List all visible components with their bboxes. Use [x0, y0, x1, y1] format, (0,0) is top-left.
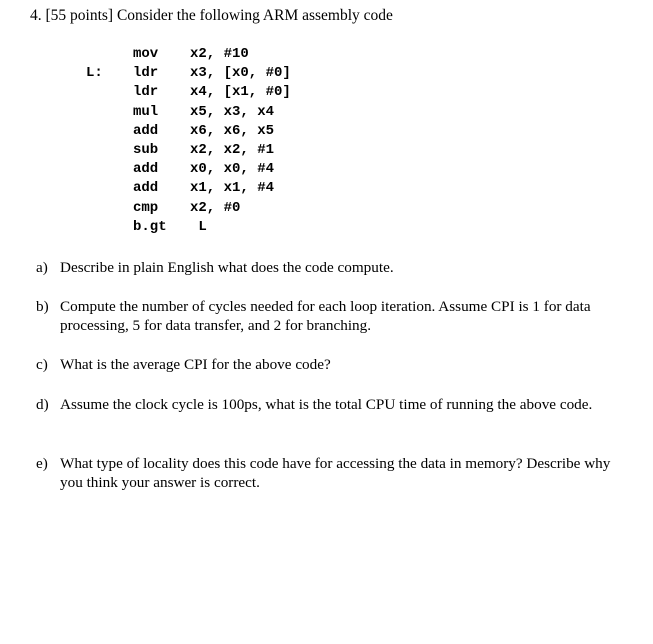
- code-opcode: b.gt: [133, 218, 167, 235]
- question-d: [36, 395, 626, 414]
- code-opcode: add: [133, 122, 159, 139]
- code-opcode: add: [133, 180, 159, 197]
- question-text: Assume the clock cycle is 100ps, what is the total CPU time of running the above code.: [60, 396, 593, 413]
- code-line: [0, 45, 653, 64]
- code-label: L:: [86, 65, 103, 82]
- code-line: [0, 83, 653, 102]
- code-operands: x5, x3, x4: [190, 103, 275, 120]
- question-letter: a): [36, 259, 48, 276]
- code-line: [0, 64, 653, 83]
- code-operands: L: [190, 218, 207, 235]
- question-letter: d): [36, 396, 49, 413]
- question-a: [36, 258, 626, 277]
- code-line: [0, 141, 653, 160]
- question-text: Describe in plain English what does the code compute.: [60, 259, 394, 276]
- code-operands: x1, x1, #4: [190, 180, 275, 197]
- code-operands: x6, x6, x5: [190, 122, 275, 139]
- code-operands: x2, x2, #1: [190, 141, 275, 158]
- code-opcode: mov: [133, 46, 159, 62]
- code-opcode: mul: [133, 103, 159, 120]
- question-e: [36, 454, 626, 492]
- code-opcode: sub: [133, 141, 159, 158]
- code-opcode: ldr: [133, 84, 159, 101]
- question-b: [36, 297, 626, 335]
- code-operands: x3, [x0, #0]: [190, 65, 291, 82]
- code-operands: x2, #0: [190, 199, 241, 216]
- question-letter: b): [36, 298, 49, 315]
- code-operands: x0, x0, #4: [190, 161, 275, 178]
- assembly-code-block: [0, 45, 653, 237]
- question-text: What type of locality does this code have for accessing the data in memory? Describe why you think your answer is correct.: [60, 455, 611, 491]
- question-text: Compute the number of cycles needed for each loop iteration. Assume CPI is 1 for data processing, 5 for data transfer, and 2 for branching.: [60, 298, 591, 334]
- code-line: [0, 122, 653, 141]
- question-letter: c): [36, 356, 48, 373]
- code-opcode: add: [133, 161, 159, 178]
- code-opcode: cmp: [133, 199, 159, 216]
- code-line: [0, 218, 653, 237]
- question-c: [36, 355, 626, 374]
- code-line: [0, 160, 653, 179]
- question-letter: e): [36, 455, 48, 472]
- code-line: [0, 199, 653, 218]
- question-text: What is the average CPI for the above code?: [60, 356, 331, 373]
- problem-heading: 4. [55 points] Consider the following ARM assembly code: [30, 7, 393, 24]
- code-operands: x4, [x1, #0]: [190, 84, 291, 101]
- code-opcode: ldr: [133, 65, 159, 82]
- code-line: [0, 179, 653, 198]
- code-line: [0, 103, 653, 122]
- code-operands: x2, #10: [190, 46, 249, 62]
